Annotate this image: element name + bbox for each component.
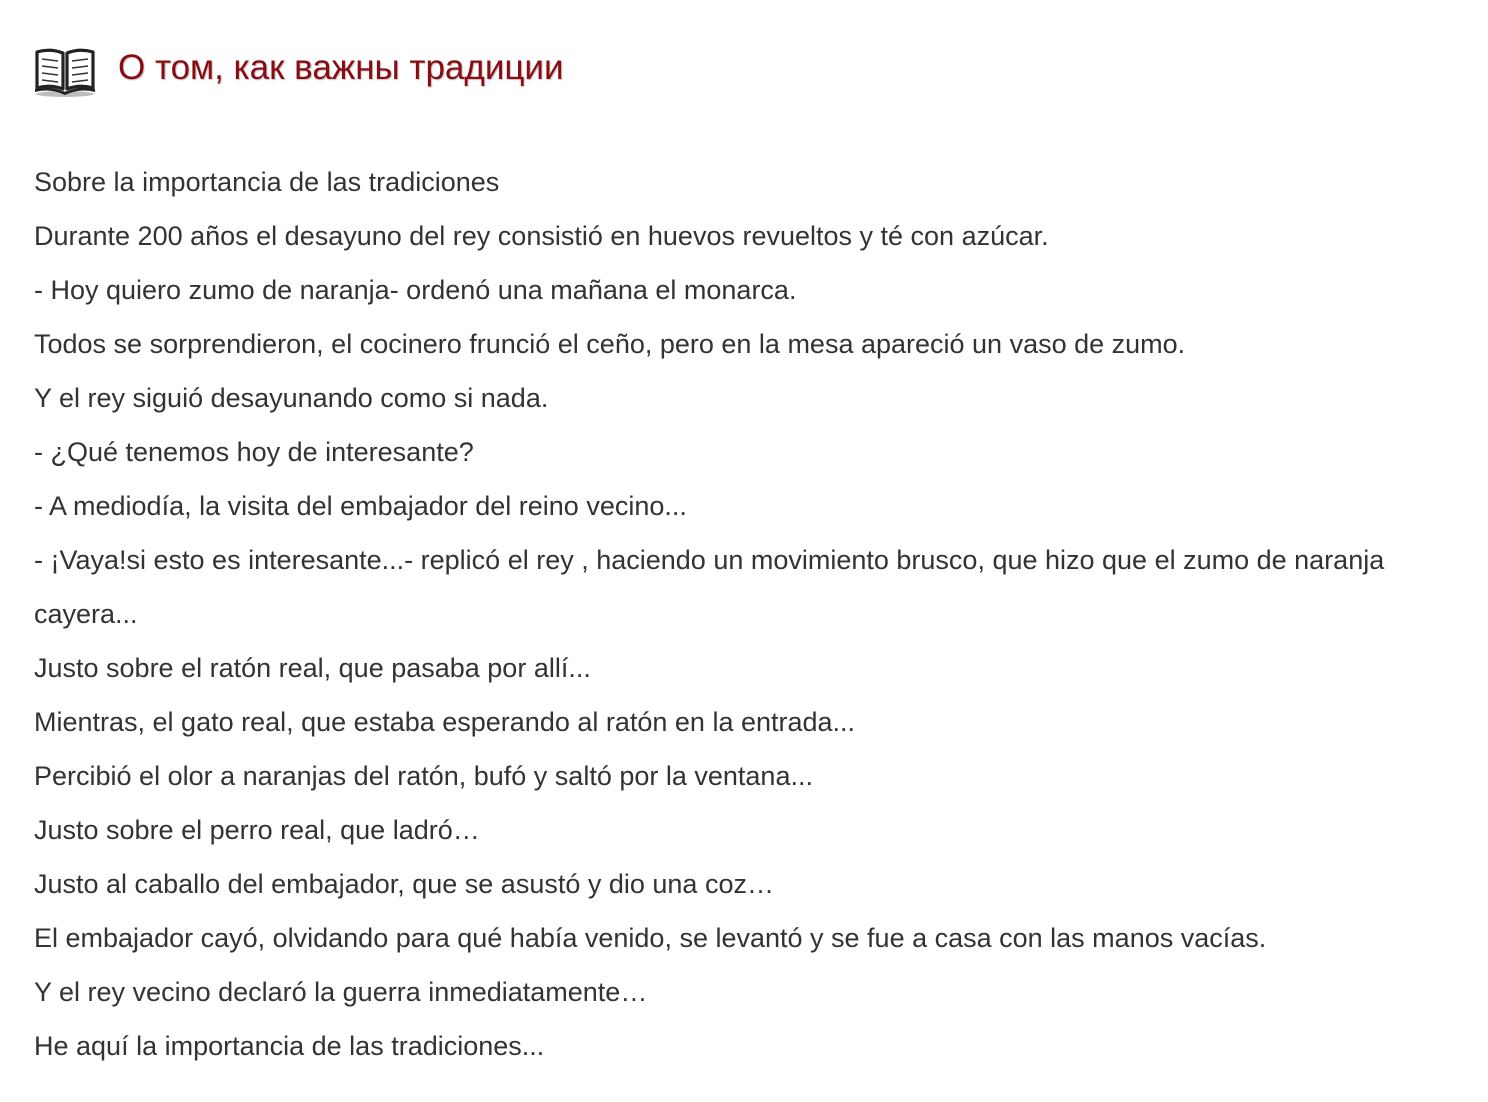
story-line: - A mediodía, la visita del embajador del reino vecino...	[34, 491, 687, 521]
story-line: Percibió el olor a naranjas del ratón, bufó y saltó por la ventana...	[34, 761, 813, 791]
page-title: О том, как важны традиции	[118, 47, 564, 87]
story-line: El embajador cayó, olvidando para qué había venido, se levantó y se fue a casa con las manos vacías.	[34, 923, 1267, 953]
story-line: Durante 200 años el desayuno del rey consistió en huevos revueltos y té con azúcar.	[34, 221, 1049, 251]
story-line: - ¿Qué tenemos hoy de interesante?	[34, 437, 474, 467]
story-line: Sobre la importancia de las tradiciones	[34, 167, 500, 197]
story-line: Y el rey siguió desayunando como si nada.	[34, 383, 549, 413]
book-icon	[34, 42, 96, 98]
page-header	[34, 40, 564, 100]
story-line: Justo sobre el ratón real, que pasaba por allí...	[34, 653, 591, 683]
story-text	[34, 155, 1454, 1073]
story-line: He aquí la importancia de las tradiciones...	[34, 1031, 545, 1061]
story-line: Y el rey vecino declaró la guerra inmediatamente…	[34, 977, 648, 1007]
story-line: Todos se sorprendieron, el cocinero frunció el ceño, pero en la mesa apareció un vaso de zumo.	[34, 329, 1186, 359]
story-line: - Hoy quiero zumo de naranja- ordenó una mañana el monarca.	[34, 275, 797, 305]
story-line: Justo al caballo del embajador, que se asustó y dio una coz…	[34, 869, 774, 899]
story-line: - ¡Vaya!si esto es interesante...- replicó el rey , haciendo un movimiento brusco, que hizo que el zumo de naranja cayera...	[34, 545, 1385, 629]
story-line: Mientras, el gato real, que estaba esperando al ratón en la entrada...	[34, 707, 856, 737]
story-line: Justo sobre el perro real, que ladró…	[34, 815, 480, 845]
